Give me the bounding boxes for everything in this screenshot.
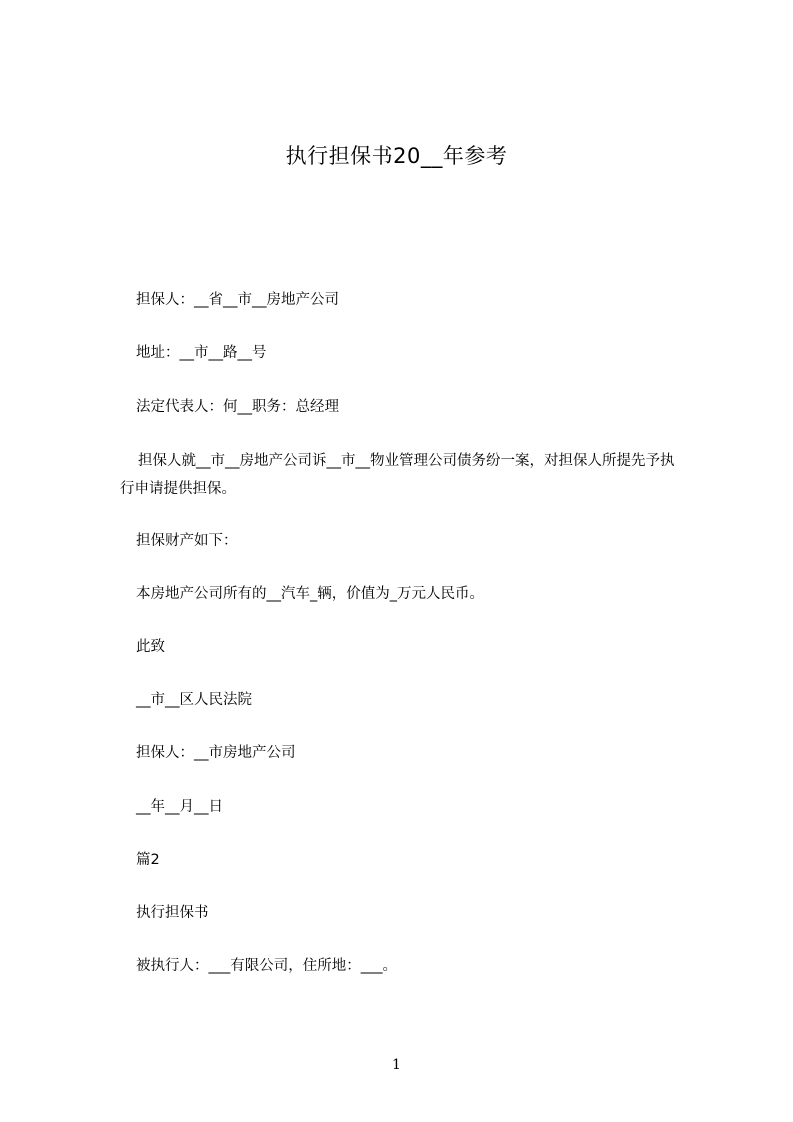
guarantee-statement-paragraph: 担保人就__市__房地产公司诉__市__物业管理公司债务纷一案，对担保人所提先予执行申请提供担保。: [120, 453, 675, 497]
property-detail-line: 本房地产公司所有的__汽车_辆，价值为_万元人民币。: [136, 586, 484, 602]
guarantee-property-heading: 担保财产如下：: [136, 533, 238, 549]
section-heading: 篇2: [136, 852, 160, 868]
court-line: __市__区人民法院: [136, 692, 252, 708]
guarantor-line: 担保人：__省__市__房地产公司: [136, 292, 339, 308]
signatory-line: 担保人：__市房地产公司: [136, 745, 296, 761]
subtitle-line: 执行担保书: [136, 905, 209, 921]
salutation-line: 此致: [136, 639, 165, 655]
respondent-line: 被执行人：___有限公司，住所地：___。: [136, 958, 397, 974]
legal-representative-line: 法定代表人：何__职务：总经理: [136, 399, 339, 415]
date-line: __年__月__日: [136, 799, 223, 815]
address-line: 地址：__市__路__号: [136, 345, 267, 361]
document-title: 执行担保书20__年参考: [285, 144, 508, 168]
page-number: 1: [392, 1057, 401, 1073]
